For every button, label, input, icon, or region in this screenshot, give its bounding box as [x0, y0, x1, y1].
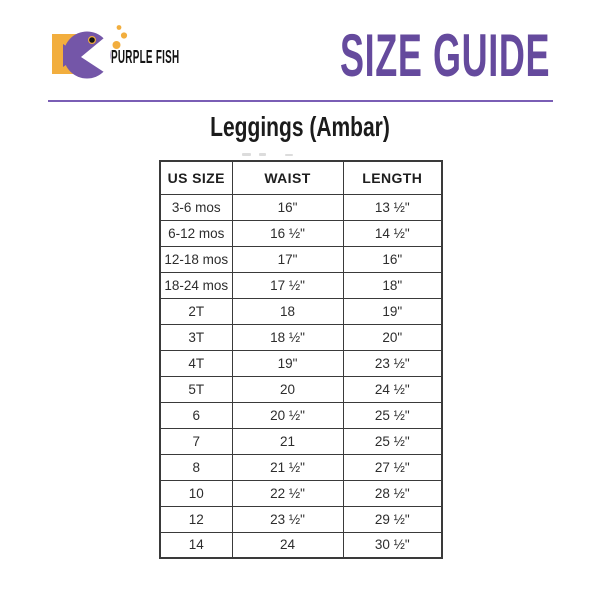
- cell-waist: 17": [232, 246, 343, 272]
- table-row: [160, 324, 442, 350]
- table-row: [160, 376, 442, 402]
- cell-waist: 20: [232, 376, 343, 402]
- cell-waist: 21: [232, 428, 343, 454]
- cell-us-size: 3T: [160, 324, 232, 350]
- cell-us-size: 18-24 mos: [160, 272, 232, 298]
- size-table: [159, 160, 443, 559]
- table-row: [160, 194, 442, 220]
- cell-length: 23 ½": [343, 350, 442, 376]
- cell-length: 25 ½": [343, 428, 442, 454]
- cell-us-size: 8: [160, 454, 232, 480]
- cell-waist: 18: [232, 298, 343, 324]
- faint-artifact-mark: [285, 154, 293, 156]
- faint-artifact-mark: [259, 153, 266, 156]
- column-header-us-size: US SIZE: [160, 161, 232, 194]
- page-title: SIZE GUIDE: [339, 22, 550, 89]
- cell-us-size: 4T: [160, 350, 232, 376]
- cell-length: 13 ½": [343, 194, 442, 220]
- brand-name: PURPLE FISH: [111, 47, 180, 67]
- cell-waist: 24: [232, 532, 343, 558]
- cell-length: 24 ½": [343, 376, 442, 402]
- faint-artifact-mark: [242, 153, 251, 156]
- table-row: [160, 428, 442, 454]
- table-header-row: [160, 161, 442, 194]
- cell-us-size: 7: [160, 428, 232, 454]
- table-row: [160, 298, 442, 324]
- cell-length: 14 ½": [343, 220, 442, 246]
- cell-us-size: 12: [160, 506, 232, 532]
- cell-length: 19": [343, 298, 442, 324]
- header-divider: [48, 100, 553, 102]
- cell-length: 20": [343, 324, 442, 350]
- cell-length: 30 ½": [343, 532, 442, 558]
- cell-length: 16": [343, 246, 442, 272]
- table-row: [160, 532, 442, 558]
- cell-length: 28 ½": [343, 480, 442, 506]
- table-row: [160, 350, 442, 376]
- table-row: [160, 402, 442, 428]
- table-row: [160, 220, 442, 246]
- cell-us-size: 10: [160, 480, 232, 506]
- cell-length: 29 ½": [343, 506, 442, 532]
- cell-us-size: 14: [160, 532, 232, 558]
- cell-length: 27 ½": [343, 454, 442, 480]
- cell-waist: 23 ½": [232, 506, 343, 532]
- table-row: [160, 506, 442, 532]
- cell-us-size: 5T: [160, 376, 232, 402]
- column-header-waist: WAIST: [232, 161, 343, 194]
- cell-us-size: 2T: [160, 298, 232, 324]
- cell-us-size: 12-18 mos: [160, 246, 232, 272]
- section-heading: Leggings (Ambar): [210, 111, 390, 142]
- table-row: [160, 454, 442, 480]
- cell-us-size: 6: [160, 402, 232, 428]
- cell-waist: 16": [232, 194, 343, 220]
- cell-waist: 22 ½": [232, 480, 343, 506]
- column-header-length: LENGTH: [343, 161, 442, 194]
- cell-waist: 18 ½": [232, 324, 343, 350]
- cell-us-size: 6-12 mos: [160, 220, 232, 246]
- cell-waist: 17 ½": [232, 272, 343, 298]
- cell-waist: 21 ½": [232, 454, 343, 480]
- table-row: [160, 272, 442, 298]
- cell-length: 18": [343, 272, 442, 298]
- table-row: [160, 480, 442, 506]
- cell-waist: 19": [232, 350, 343, 376]
- cell-waist: 20 ½": [232, 402, 343, 428]
- cell-length: 25 ½": [343, 402, 442, 428]
- cell-us-size: 3-6 mos: [160, 194, 232, 220]
- table-row: [160, 246, 442, 272]
- cell-waist: 16 ½": [232, 220, 343, 246]
